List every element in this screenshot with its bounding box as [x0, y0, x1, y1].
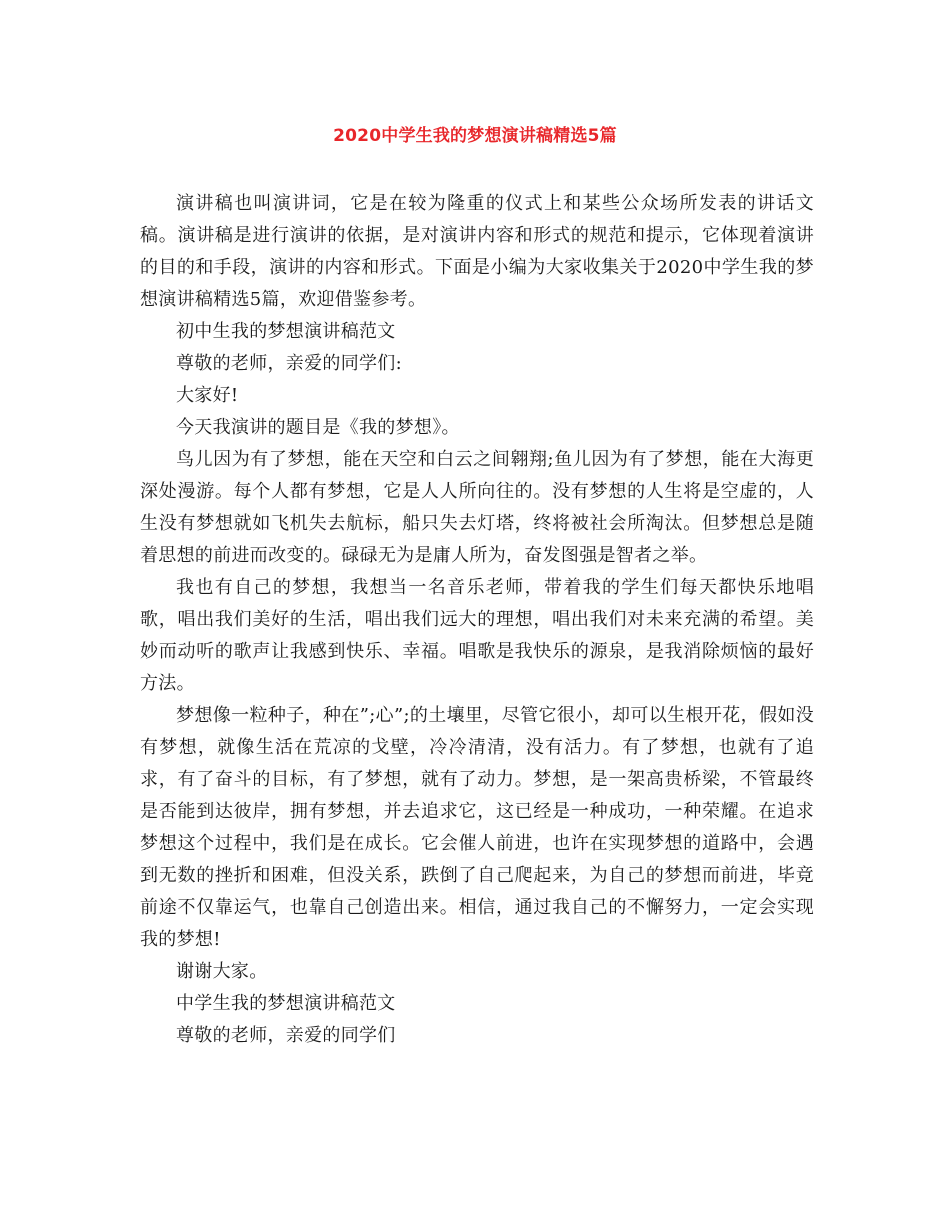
paragraph-section-heading: 中学生我的梦想演讲稿范文 — [176, 993, 396, 1014]
paragraph-body: 鸟儿因为有了梦想，能在天空和白云之间翱翔;鱼儿因为有了梦想，能在大海更深处漫游。每个人都有梦想，它是人人所向往的。没有梦想的人生将是空虚的，人生没有梦想就如飞机失去航标，船只失去灯塔，终将被社会所淘汰。但梦想总是随着思想的前进而改变的。碌碌无为是庸人所为，奋发图强是智者之举。 — [140, 449, 814, 566]
paragraph-greeting: 大家好! — [176, 385, 239, 406]
paragraph-body: 我也有自己的梦想，我想当一名音乐老师，带着我的学生们每天都快乐地唱歌，唱出我们美好的生活，唱出我们远大的理想，唱出我们对未来充满的希望。美妙而动听的歌声让我感到快乐、幸福。唱歌是我快乐的源泉，是我消除烦恼的最好方法。 — [140, 577, 814, 694]
paragraph-intro: 演讲稿也叫演讲词，它是在较为隆重的仪式上和某些公众场所发表的讲话文稿。演讲稿是进行演讲的依据，是对演讲内容和形式的规范和提示，它体现着演讲的目的和手段，演讲的内容和形式。下面是小编为大家收集关于2020中学生我的梦想演讲稿精选5篇，欢迎借鉴参考。 — [140, 193, 814, 310]
paragraph-section-heading: 初中生我的梦想演讲稿范文 — [176, 321, 396, 342]
paragraph-body: 梦想像一粒种子，种在”;心”;的土壤里，尽管它很小，却可以生根开花，假如没有梦想，就像生活在荒凉的戈壁，冷冷清清，没有活力。有了梦想，也就有了追求，有了奋斗的目标，有了梦想，就有了动力。梦想，是一架高贵桥梁，不管最终是否能到达彼岸，拥有梦想，并去追求它，这已经是一种成功，一种荣耀。在追求梦想这个过程中，我们是在成长。它会催人前进，也许在实现梦想的道路中，会遇到无数的挫折和困难，但没关系，跌倒了自己爬起来，为自己的梦想而前进，毕竟前途不仅靠运气，也靠自己创造出来。相信，通过我自己的不懈努力，一定会实现我的梦想! — [140, 705, 814, 950]
document-title: 2020中学生我的梦想演讲稿精选5篇 — [333, 126, 617, 146]
paragraph-closing: 谢谢大家。 — [176, 961, 268, 982]
paragraph-topic: 今天我演讲的题目是《我的梦想》。 — [176, 417, 460, 438]
document-body — [140, 188, 814, 1052]
paragraph-salutation: 尊敬的老师，亲爱的同学们 — [176, 1025, 396, 1046]
paragraph-salutation: 尊敬的老师，亲爱的同学们: — [176, 353, 402, 374]
